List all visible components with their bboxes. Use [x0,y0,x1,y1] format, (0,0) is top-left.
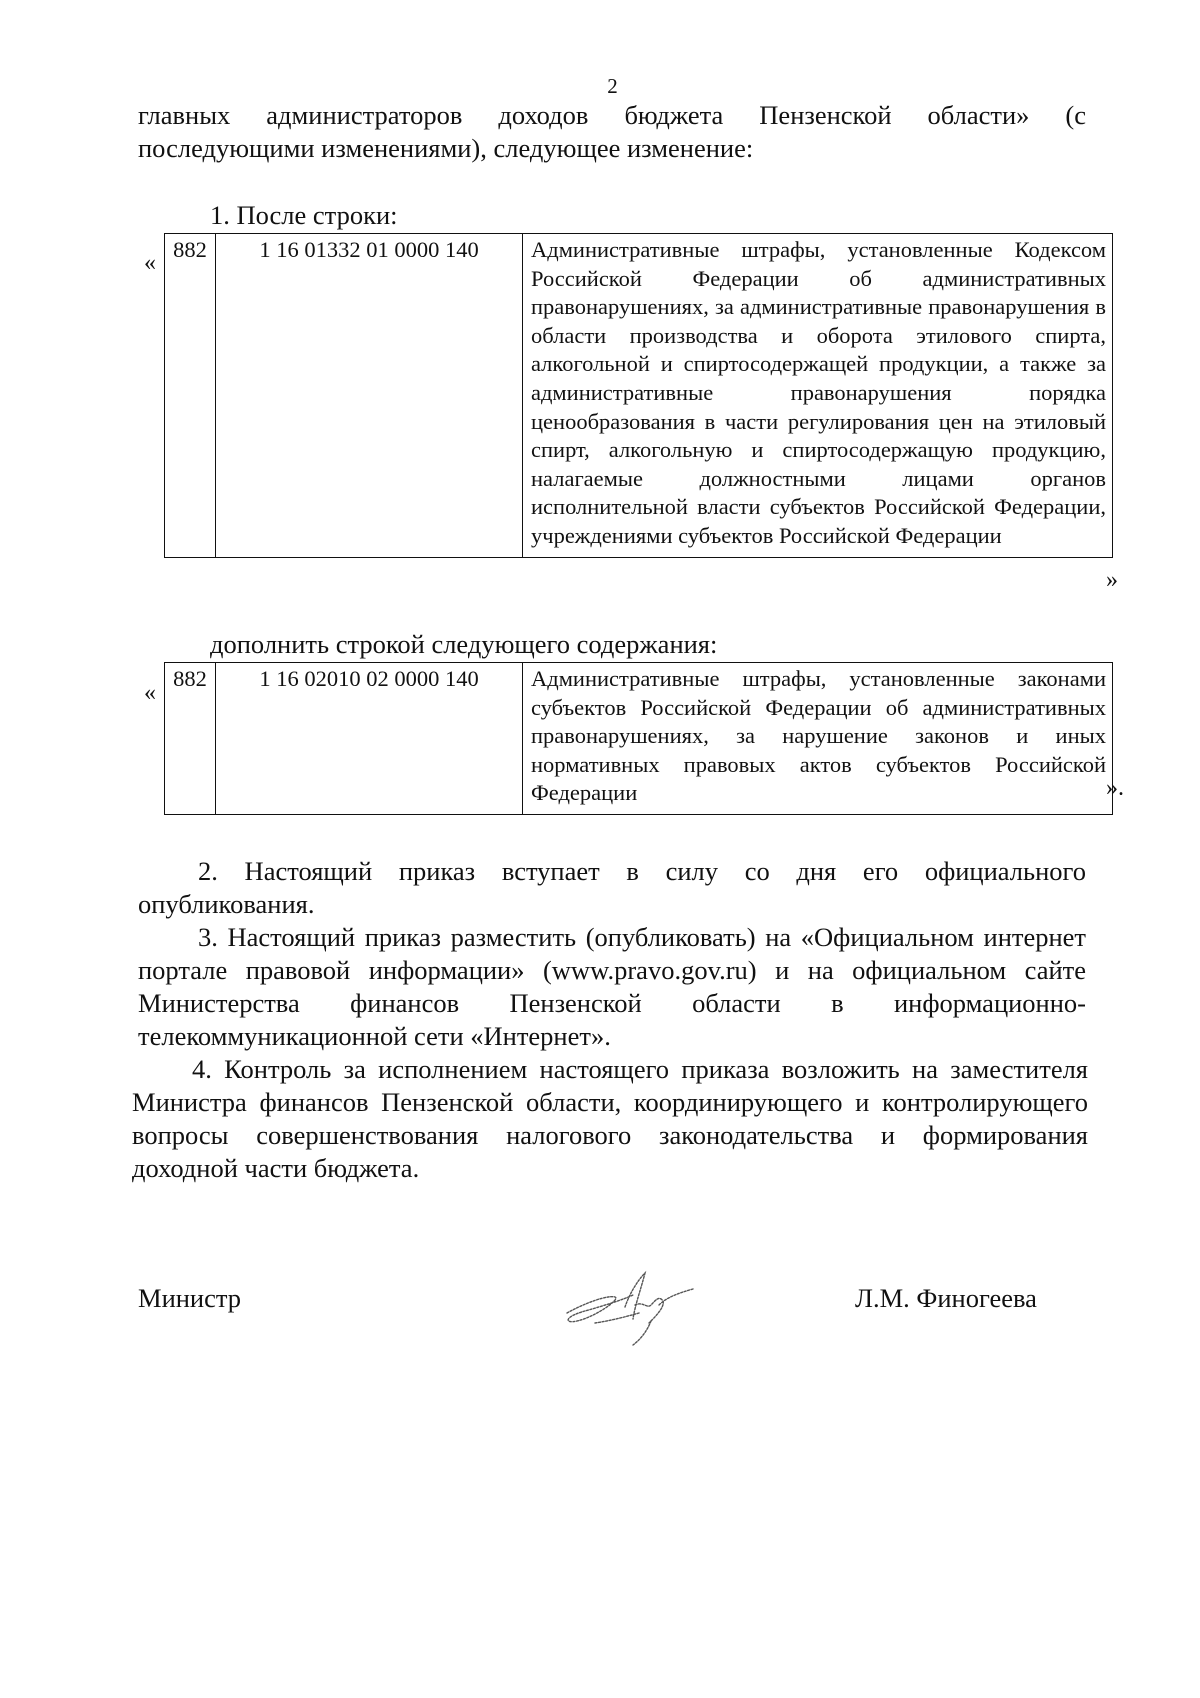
signatory-position: Министр [138,1283,242,1313]
open-quote: « [144,680,156,706]
item-3-paragraph: 3. Настоящий приказ разместить (опубликовать) на «Официальном интернет портале правовой информации» (www.pravo.gov.ru) и на официальном сайте Министерства финансов Пензенской области в информационно-телекоммуникационной сети «Интернет». [138,922,1086,1051]
admin-code-cell: 882 [165,234,216,558]
open-quote: « [144,250,156,276]
new-row-table [164,662,1113,815]
item-1-lead: 1. После строки: [210,200,398,230]
handwritten-signature [555,1265,705,1355]
description-cell: Административные штрафы, установленные Кодексом Российской Федерации об административных правонарушениях, за административные правонарушения в области производства и оборота этилового спирта, алкогольной и спиртосодержащей продукции, а также за административные правонарушения порядка ценообразования в части регулирования цен на этиловый спирт, алкогольную и спиртосодержащую продукцию, налагаемые должностными лицами органов исполнительной власти субъектов Российской Федерации, учреждениями субъектов Российской Федерации [523,234,1113,558]
close-quote: » [1106,567,1118,593]
admin-code-cell: 882 [165,663,216,815]
page-number: 2 [607,74,618,98]
table-row [165,234,1113,558]
item-1-follow: дополнить строкой следующего содержания: [210,629,718,659]
item-2-paragraph: 2. Настоящий приказ вступает в силу со дня его официального опубликования. [138,856,1086,919]
item-4-paragraph: 4. Контроль за исполнением настоящего приказа возложить на заместителя Министра финансов Пензенской области, координирующего и контролирующего вопросы совершенствования налогового законодательства и формирования доходной части бюджета. [132,1054,1088,1183]
table-row [165,663,1113,815]
signature-icon [555,1265,705,1350]
existing-row-table [164,233,1113,558]
intro-paragraph: главных администраторов доходов бюджета Пензенской области» (с последующими изменениями), следующее изменение: [138,100,1086,163]
kbk-cell: 1 16 02010 02 0000 140 [216,663,523,815]
description-cell: Административные штрафы, установленные законами субъектов Российской Федерации об административных правонарушениях, за нарушение законов и иных нормативных правовых актов субъектов Российской Федерации [523,663,1113,815]
close-quote: ». [1106,775,1124,801]
signatory-name: Л.М. Финогеева [855,1283,1037,1313]
kbk-cell: 1 16 01332 01 0000 140 [216,234,523,558]
